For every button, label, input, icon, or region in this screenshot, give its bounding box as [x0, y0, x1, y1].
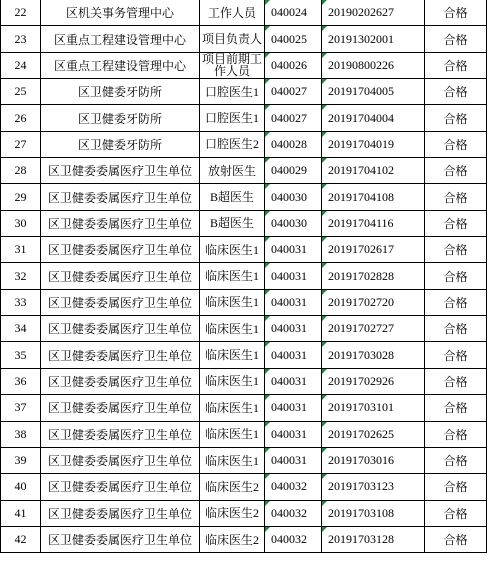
ticket-number-cell[interactable]: 20191702828	[322, 263, 425, 289]
unit-name-cell[interactable]: 区重点工程建设管理中心	[41, 26, 200, 52]
ticket-number-cell[interactable]: 20190202627	[322, 0, 425, 26]
ticket-number-cell[interactable]: 20191702926	[322, 368, 425, 394]
unit-name-cell[interactable]: 区卫健委委属医疗卫生单位	[41, 395, 200, 421]
ticket-number-cell[interactable]: 20191702617	[322, 237, 425, 263]
result-cell[interactable]: 合格	[425, 368, 487, 394]
table-row	[1, 105, 487, 131]
position-code-cell[interactable]: 040031	[265, 289, 322, 315]
result-cell[interactable]: 合格	[425, 526, 487, 552]
row-number-cell[interactable]: 36	[1, 368, 41, 394]
row-number-cell[interactable]: 22	[1, 0, 41, 26]
table-row	[1, 263, 487, 289]
result-cell[interactable]: 合格	[425, 158, 487, 184]
ticket-number-cell[interactable]: 20191703128	[322, 526, 425, 552]
table-row	[1, 0, 487, 26]
position-cell[interactable]: 口腔医生2	[200, 131, 265, 157]
unit-name-cell[interactable]: 区卫健委委属医疗卫生单位	[41, 210, 200, 236]
row-number-cell[interactable]: 24	[1, 52, 41, 78]
row-number-cell[interactable]: 39	[1, 447, 41, 473]
ticket-number-cell[interactable]: 20191704116	[322, 210, 425, 236]
table-row	[1, 158, 487, 184]
table-row	[1, 342, 487, 368]
position-cell[interactable]: 临床医生1	[200, 421, 265, 447]
position-code-cell[interactable]: 040031	[265, 263, 322, 289]
position-code-cell[interactable]: 040031	[265, 342, 322, 368]
result-cell[interactable]: 合格	[425, 210, 487, 236]
position-code-cell[interactable]: 040031	[265, 316, 322, 342]
position-cell[interactable]: 临床医生2	[200, 526, 265, 552]
position-code-cell[interactable]: 040026	[265, 52, 322, 78]
row-number-cell[interactable]: 29	[1, 184, 41, 210]
unit-name-cell[interactable]: 区卫健委委属医疗卫生单位	[41, 368, 200, 394]
row-number-cell[interactable]: 30	[1, 210, 41, 236]
ticket-number-cell[interactable]: 20191703016	[322, 447, 425, 473]
table-row	[1, 184, 487, 210]
result-cell[interactable]: 合格	[425, 184, 487, 210]
table-row	[1, 79, 487, 105]
position-cell[interactable]: 临床医生1	[200, 263, 265, 289]
unit-name-cell[interactable]: 区卫健委委属医疗卫生单位	[41, 237, 200, 263]
position-cell[interactable]: 临床医生1	[200, 395, 265, 421]
position-cell[interactable]: 临床医生1	[200, 289, 265, 315]
ticket-number-cell[interactable]: 20191704005	[322, 79, 425, 105]
position-cell[interactable]: B超医生	[200, 184, 265, 210]
ticket-number-cell[interactable]: 20191704102	[322, 158, 425, 184]
ticket-number-cell[interactable]: 20190800226	[322, 52, 425, 78]
position-cell[interactable]: 口腔医生1	[200, 79, 265, 105]
result-cell[interactable]: 合格	[425, 474, 487, 500]
row-number-cell[interactable]: 33	[1, 289, 41, 315]
position-cell[interactable]: 项目前期工作人员	[200, 52, 265, 78]
row-number-cell[interactable]: 23	[1, 26, 41, 52]
table-row	[1, 26, 487, 52]
unit-name-cell[interactable]: 区卫健委委属医疗卫生单位	[41, 526, 200, 552]
position-code-cell[interactable]: 040030	[265, 184, 322, 210]
position-code-cell[interactable]: 040028	[265, 131, 322, 157]
table-row	[1, 316, 487, 342]
position-code-cell[interactable]: 040031	[265, 368, 322, 394]
position-cell[interactable]: 临床医生1	[200, 447, 265, 473]
position-code-cell[interactable]: 040027	[265, 79, 322, 105]
row-number-cell[interactable]: 41	[1, 500, 41, 526]
unit-name-cell[interactable]: 区卫健委委属医疗卫生单位	[41, 184, 200, 210]
unit-name-cell[interactable]: 区卫健委委属医疗卫生单位	[41, 447, 200, 473]
unit-name-cell[interactable]: 区卫健委牙防所	[41, 79, 200, 105]
unit-name-cell[interactable]: 区重点工程建设管理中心	[41, 52, 200, 78]
ticket-number-cell[interactable]: 20191704019	[322, 131, 425, 157]
ticket-number-cell[interactable]: 20191703028	[322, 342, 425, 368]
row-number-cell[interactable]: 40	[1, 474, 41, 500]
position-code-cell[interactable]: 040031	[265, 447, 322, 473]
ticket-number-cell[interactable]: 20191704004	[322, 105, 425, 131]
row-number-cell[interactable]: 27	[1, 131, 41, 157]
ticket-number-cell[interactable]: 20191702625	[322, 421, 425, 447]
table-body	[1, 0, 487, 553]
result-cell[interactable]: 合格	[425, 26, 487, 52]
row-number-cell[interactable]: 34	[1, 316, 41, 342]
result-cell[interactable]: 合格	[425, 447, 487, 473]
position-code-cell[interactable]: 040031	[265, 237, 322, 263]
position-code-cell[interactable]: 040025	[265, 26, 322, 52]
unit-name-cell[interactable]: 区卫健委委属医疗卫生单位	[41, 158, 200, 184]
row-number-cell[interactable]: 25	[1, 79, 41, 105]
row-number-cell[interactable]: 38	[1, 421, 41, 447]
position-cell[interactable]: 工作人员	[200, 0, 265, 26]
result-cell[interactable]: 合格	[425, 79, 487, 105]
result-cell[interactable]: 合格	[425, 105, 487, 131]
position-code-cell[interactable]: 040032	[265, 474, 322, 500]
result-cell[interactable]: 合格	[425, 52, 487, 78]
ticket-number-cell[interactable]: 20191302001	[322, 26, 425, 52]
result-cell[interactable]: 合格	[425, 0, 487, 26]
unit-name-cell[interactable]: 区卫健委委属医疗卫生单位	[41, 316, 200, 342]
unit-name-cell[interactable]: 区卫健委委属医疗卫生单位	[41, 421, 200, 447]
position-code-cell[interactable]: 040024	[265, 0, 322, 26]
result-cell[interactable]: 合格	[425, 500, 487, 526]
position-code-cell[interactable]: 040029	[265, 158, 322, 184]
table-row	[1, 526, 487, 552]
table-row	[1, 131, 487, 157]
table-row	[1, 210, 487, 236]
result-cell[interactable]: 合格	[425, 263, 487, 289]
table-row	[1, 289, 487, 315]
unit-name-cell[interactable]: 区卫健委委属医疗卫生单位	[41, 500, 200, 526]
result-cell[interactable]: 合格	[425, 237, 487, 263]
result-cell[interactable]: 合格	[425, 395, 487, 421]
unit-name-cell[interactable]: 区卫健委牙防所	[41, 131, 200, 157]
position-code-cell[interactable]: 040031	[265, 395, 322, 421]
unit-name-cell[interactable]: 区卫健委委属医疗卫生单位	[41, 474, 200, 500]
ticket-number-cell[interactable]: 20191703108	[322, 500, 425, 526]
unit-name-cell[interactable]: 区卫健委牙防所	[41, 105, 200, 131]
row-number-cell[interactable]: 31	[1, 237, 41, 263]
table-row	[1, 474, 487, 500]
table-row	[1, 237, 487, 263]
row-number-cell[interactable]: 37	[1, 395, 41, 421]
result-cell[interactable]: 合格	[425, 316, 487, 342]
result-cell[interactable]: 合格	[425, 342, 487, 368]
position-cell[interactable]: 口腔医生1	[200, 105, 265, 131]
position-cell[interactable]: 放射医生	[200, 158, 265, 184]
position-code-cell[interactable]: 040032	[265, 500, 322, 526]
ticket-number-cell[interactable]: 20191702727	[322, 316, 425, 342]
result-cell[interactable]: 合格	[425, 131, 487, 157]
table-row	[1, 52, 487, 78]
position-code-cell[interactable]: 040027	[265, 105, 322, 131]
ticket-number-cell[interactable]: 20191703101	[322, 395, 425, 421]
row-number-cell[interactable]: 42	[1, 526, 41, 552]
table-row	[1, 447, 487, 473]
unit-name-cell[interactable]: 区卫健委委属医疗卫生单位	[41, 263, 200, 289]
position-code-cell[interactable]: 040030	[265, 210, 322, 236]
unit-name-cell[interactable]: 区卫健委委属医疗卫生单位	[41, 289, 200, 315]
table-row	[1, 421, 487, 447]
result-cell[interactable]: 合格	[425, 421, 487, 447]
position-cell[interactable]: 临床医生2	[200, 500, 265, 526]
position-code-cell[interactable]: 040032	[265, 526, 322, 552]
row-number-cell[interactable]: 32	[1, 263, 41, 289]
row-number-cell[interactable]: 26	[1, 105, 41, 131]
unit-name-cell[interactable]: 区机关事务管理中心	[41, 0, 200, 26]
ticket-number-cell[interactable]: 20191703123	[322, 474, 425, 500]
position-code-cell[interactable]: 040031	[265, 421, 322, 447]
table-row	[1, 368, 487, 394]
unit-name-cell[interactable]: 区卫健委委属医疗卫生单位	[41, 342, 200, 368]
position-cell[interactable]: 临床医生1	[200, 237, 265, 263]
table-row	[1, 395, 487, 421]
position-cell[interactable]: 临床医生1	[200, 342, 265, 368]
table-row	[1, 500, 487, 526]
position-cell[interactable]: 临床医生1	[200, 316, 265, 342]
position-cell[interactable]: B超医生	[200, 210, 265, 236]
row-number-cell[interactable]: 35	[1, 342, 41, 368]
row-number-cell[interactable]: 28	[1, 158, 41, 184]
result-cell[interactable]: 合格	[425, 289, 487, 315]
position-cell[interactable]: 临床医生1	[200, 368, 265, 394]
position-cell[interactable]: 临床医生2	[200, 474, 265, 500]
ticket-number-cell[interactable]: 20191702720	[322, 289, 425, 315]
ticket-number-cell[interactable]: 20191704108	[322, 184, 425, 210]
position-cell[interactable]: 项目负责人	[200, 26, 265, 52]
